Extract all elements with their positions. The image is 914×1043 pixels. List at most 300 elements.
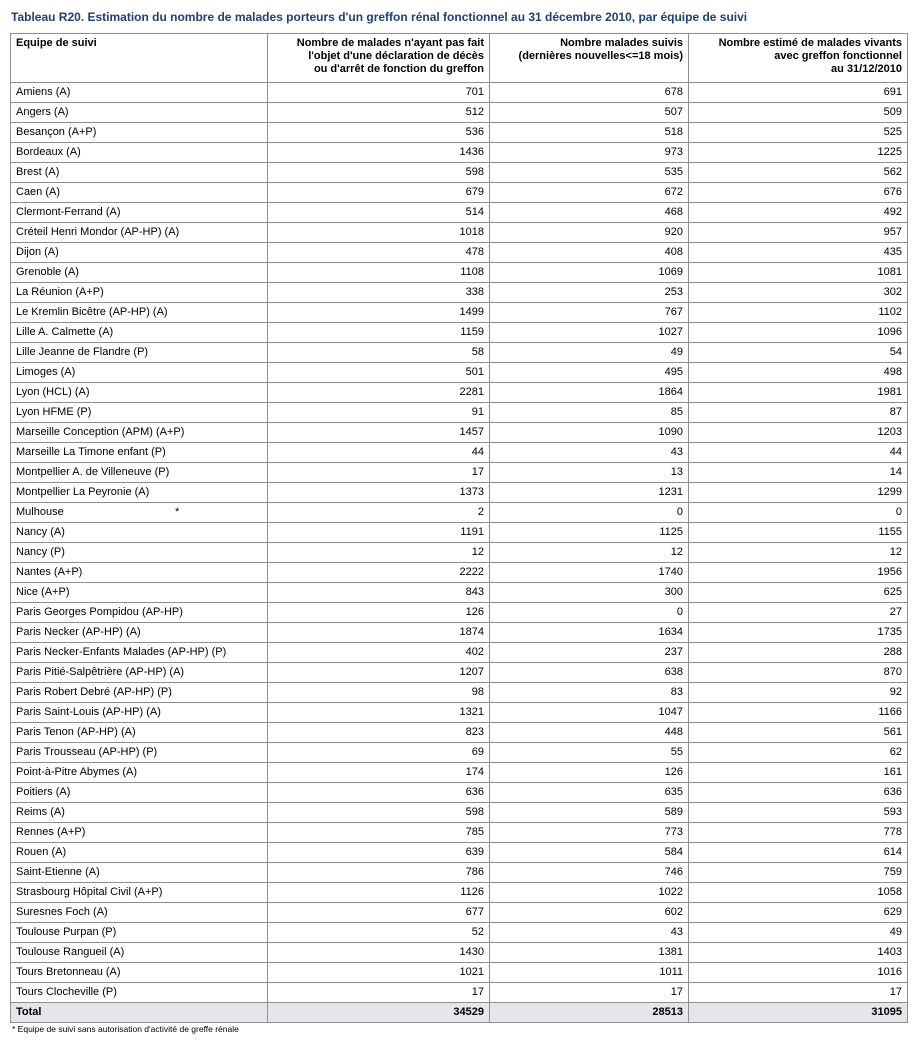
no-death-cell: 1191 [268,523,490,543]
team-name: Lille Jeanne de Flandre (P) [16,346,149,358]
table-row [11,183,908,203]
alive-cell: 1096 [689,323,908,343]
followed-cell: 300 [490,583,689,603]
table-row [11,743,908,763]
alive-cell: 614 [689,843,908,863]
no-death-cell: 44 [268,443,490,463]
table-body [11,83,908,1003]
followed-cell: 767 [490,303,689,323]
team-name: La Réunion (A+P) [16,286,104,298]
team-cell [11,803,268,823]
alive-cell: 54 [689,343,908,363]
team-name: Paris Tenon (AP-HP) (A) [16,726,136,738]
no-death-cell: 1018 [268,223,490,243]
table-row [11,343,908,363]
total-label: Total [11,1003,268,1023]
no-death-cell: 98 [268,683,490,703]
followed-cell: 1069 [490,263,689,283]
followed-cell: 448 [490,723,689,743]
no-death-cell: 12 [268,543,490,563]
team-name: Limoges (A) [16,366,76,378]
team-name: Le Kremlin Bicêtre (AP-HP) (A) [16,306,168,318]
team-cell [11,543,268,563]
team-name: Strasbourg Hôpital Civil (A+P) [16,886,163,898]
no-death-cell: 174 [268,763,490,783]
alive-cell: 593 [689,803,908,823]
team-cell [11,763,268,783]
team-name: Point-à-Pitre Abymes (A) [16,766,138,778]
table-row [11,623,908,643]
no-death-cell: 126 [268,603,490,623]
alive-cell: 870 [689,663,908,683]
followed-cell: 1125 [490,523,689,543]
team-cell [11,963,268,983]
no-death-cell: 91 [268,403,490,423]
followed-cell: 602 [490,903,689,923]
alive-cell: 302 [689,283,908,303]
followed-cell: 237 [490,643,689,663]
team-name: Montpellier La Peyronie (A) [16,486,150,498]
table-row [11,583,908,603]
team-cell [11,783,268,803]
team-cell [11,223,268,243]
no-death-cell: 1207 [268,663,490,683]
table-row [11,783,908,803]
alive-cell: 492 [689,203,908,223]
header-line: (dernières nouvelles<=18 mois) [518,50,683,62]
team-name: Nancy (A) [16,526,65,538]
table-row [11,963,908,983]
followed-cell: 1231 [490,483,689,503]
header-row [11,34,908,83]
team-cell [11,443,268,463]
alive-cell: 1166 [689,703,908,723]
alive-cell: 561 [689,723,908,743]
team-cell [11,183,268,203]
team-cell [11,463,268,483]
followed-cell: 83 [490,683,689,703]
alive-cell: 1081 [689,263,908,283]
no-death-cell: 843 [268,583,490,603]
no-death-cell: 1499 [268,303,490,323]
team-cell [11,283,268,303]
table-row [11,903,908,923]
alive-cell: 1058 [689,883,908,903]
team-name: Nantes (A+P) [16,566,83,578]
col-header-no-death [268,34,490,83]
team-name: Lyon (HCL) (A) [16,386,90,398]
team-cell [11,883,268,903]
team-cell [11,203,268,223]
table-row [11,443,908,463]
table-row [11,923,908,943]
alive-cell: 1956 [689,563,908,583]
team-cell [11,983,268,1003]
alive-cell: 1102 [689,303,908,323]
team-name: Marseille La Timone enfant (P) [16,446,166,458]
team-name: Montpellier A. de Villeneuve (P) [16,466,170,478]
no-death-cell: 512 [268,103,490,123]
header-line: Nombre malades suivis [560,37,683,49]
table-row [11,823,908,843]
table-row [11,263,908,283]
team-name: Paris Trousseau (AP-HP) (P) [16,746,158,758]
alive-cell: 17 [689,983,908,1003]
table-row [11,943,908,963]
alive-cell: 1981 [689,383,908,403]
no-death-cell: 514 [268,203,490,223]
team-name: Paris Necker (AP-HP) (A) [16,626,141,638]
followed-cell: 85 [490,403,689,423]
col-header-followed [490,34,689,83]
no-death-cell: 17 [268,983,490,1003]
header-line: Nombre estimé de malades vivants [718,37,902,49]
alive-cell: 161 [689,763,908,783]
followed-cell: 1027 [490,323,689,343]
alive-cell: 0 [689,503,908,523]
team-name: Marseille Conception (APM) (A+P) [16,426,185,438]
followed-cell: 746 [490,863,689,883]
alive-cell: 691 [689,83,908,103]
table-row [11,423,908,443]
no-death-cell: 501 [268,363,490,383]
no-death-cell: 1436 [268,143,490,163]
followed-cell: 0 [490,503,689,523]
table-row [11,463,908,483]
table-row [11,103,908,123]
team-cell [11,423,268,443]
followed-cell: 589 [490,803,689,823]
team-name: Poitiers (A) [16,786,71,798]
team-cell [11,703,268,723]
no-death-cell: 17 [268,463,490,483]
table-row [11,703,908,723]
table-row [11,523,908,543]
team-cell [11,843,268,863]
table-title: Tableau R20. Estimation du nombre de malades porteurs d'un greffon rénal fonctionnel au 31 décembre 2010, par équipe de suivi [11,10,748,24]
table-row [11,663,908,683]
team-cell [11,643,268,663]
table-row [11,303,908,323]
alive-cell: 759 [689,863,908,883]
followed-cell: 1090 [490,423,689,443]
team-cell [11,923,268,943]
no-death-cell: 58 [268,343,490,363]
team-cell [11,603,268,623]
data-table [10,33,908,1023]
team-cell [11,143,268,163]
table-row [11,123,908,143]
table-row [11,203,908,223]
team-name: Nice (A+P) [16,586,70,598]
table-row [11,643,908,663]
table-row [11,563,908,583]
table-row [11,363,908,383]
col-header-team [11,34,268,83]
team-name: Saint-Etienne (A) [16,866,100,878]
alive-cell: 629 [689,903,908,923]
team-name: Lille A. Calmette (A) [16,326,114,338]
header-line: au 31/12/2010 [831,63,902,75]
team-name: Nancy (P) [16,546,65,558]
team-name: Créteil Henri Mondor (AP-HP) (A) [16,226,180,238]
followed-cell: 1022 [490,883,689,903]
team-cell [11,383,268,403]
followed-cell: 17 [490,983,689,1003]
team-cell [11,483,268,503]
team-cell [11,163,268,183]
team-cell [11,243,268,263]
no-death-cell: 536 [268,123,490,143]
team-cell [11,403,268,423]
team-name: Toulouse Purpan (P) [16,926,117,938]
table-row [11,803,908,823]
team-name: Suresnes Foch (A) [16,906,108,918]
footnote: * Equipe de suivi sans autorisation d'activité de greffe rénale [12,1024,239,1034]
followed-cell: 13 [490,463,689,483]
team-name: Clermont-Ferrand (A) [16,206,121,218]
no-death-cell: 2281 [268,383,490,403]
team-name: Mulhouse [16,506,64,518]
no-death-cell: 785 [268,823,490,843]
team-cell [11,523,268,543]
header-line: Nombre de malades n'ayant pas fait [296,37,484,49]
followed-cell: 635 [490,783,689,803]
table-row [11,863,908,883]
table-row [11,883,908,903]
alive-cell: 1155 [689,523,908,543]
team-cell [11,263,268,283]
no-death-cell: 478 [268,243,490,263]
followed-cell: 535 [490,163,689,183]
no-death-cell: 679 [268,183,490,203]
header-line: Equipe de suivi [16,37,97,49]
alive-cell: 87 [689,403,908,423]
no-death-cell: 402 [268,643,490,663]
alive-cell: 435 [689,243,908,263]
followed-cell: 495 [490,363,689,383]
team-name: Paris Pitié-Salpêtrière (AP-HP) (A) [16,666,185,678]
alive-cell: 27 [689,603,908,623]
team-name: Reims (A) [16,806,65,818]
table-row [11,763,908,783]
team-cell [11,123,268,143]
table-row [11,223,908,243]
alive-cell: 957 [689,223,908,243]
team-cell [11,83,268,103]
team-name: Amiens (A) [16,86,71,98]
alive-cell: 12 [689,543,908,563]
team-cell [11,663,268,683]
table-row [11,723,908,743]
no-death-cell: 1457 [268,423,490,443]
col-header-alive [689,34,908,83]
followed-cell: 408 [490,243,689,263]
followed-cell: 507 [490,103,689,123]
followed-cell: 973 [490,143,689,163]
no-death-cell: 1108 [268,263,490,283]
alive-cell: 92 [689,683,908,703]
team-name: Brest (A) [16,166,60,178]
table-row [11,323,908,343]
followed-cell: 43 [490,443,689,463]
table-row [11,843,908,863]
followed-cell: 773 [490,823,689,843]
team-cell [11,103,268,123]
table-row [11,403,908,423]
team-name: Lyon HFME (P) [16,406,92,418]
table-row [11,543,908,563]
no-death-cell: 1874 [268,623,490,643]
table-row [11,143,908,163]
team-cell [11,363,268,383]
team-cell [11,743,268,763]
alive-cell: 498 [689,363,908,383]
followed-cell: 43 [490,923,689,943]
no-death-cell: 1159 [268,323,490,343]
table-row [11,163,908,183]
total-followed: 28513 [490,1003,689,1023]
table-row [11,503,908,523]
no-death-cell: 598 [268,163,490,183]
team-cell [11,723,268,743]
team-name: Paris Georges Pompidou (AP-HP) [16,606,183,618]
no-death-cell: 69 [268,743,490,763]
followed-cell: 468 [490,203,689,223]
alive-cell: 636 [689,783,908,803]
total-row [11,1003,908,1023]
team-name: Caen (A) [16,186,61,198]
no-death-cell: 1430 [268,943,490,963]
alive-cell: 14 [689,463,908,483]
followed-cell: 1047 [490,703,689,723]
table-row [11,983,908,1003]
followed-cell: 1864 [490,383,689,403]
no-death-cell: 1126 [268,883,490,903]
table-row [11,683,908,703]
total-alive: 31095 [689,1003,908,1023]
team-name: Dijon (A) [16,246,59,258]
team-cell [11,943,268,963]
team-cell [11,583,268,603]
no-death-cell: 639 [268,843,490,863]
team-cell [11,503,268,523]
followed-cell: 1011 [490,963,689,983]
alive-cell: 1203 [689,423,908,443]
followed-cell: 1740 [490,563,689,583]
no-death-cell: 1021 [268,963,490,983]
no-death-cell: 823 [268,723,490,743]
team-name: Bordeaux (A) [16,146,81,158]
followed-cell: 12 [490,543,689,563]
team-cell [11,303,268,323]
no-death-cell: 677 [268,903,490,923]
team-name: Paris Necker-Enfants Malades (AP-HP) (P) [16,646,227,658]
table-row [11,603,908,623]
alive-cell: 62 [689,743,908,763]
followed-cell: 1634 [490,623,689,643]
team-cell [11,343,268,363]
alive-cell: 288 [689,643,908,663]
alive-cell: 562 [689,163,908,183]
table-row [11,83,908,103]
team-cell [11,683,268,703]
team-name: Grenoble (A) [16,266,79,278]
no-death-cell: 636 [268,783,490,803]
no-death-cell: 2 [268,503,490,523]
alive-cell: 676 [689,183,908,203]
followed-cell: 920 [490,223,689,243]
header-line: l'objet d'une déclaration de décès [308,50,484,62]
no-death-cell: 2222 [268,563,490,583]
no-death-cell: 786 [268,863,490,883]
header-line: avec greffon fonctionnel [774,50,902,62]
team-name: Rouen (A) [16,846,67,858]
alive-cell: 509 [689,103,908,123]
followed-cell: 49 [490,343,689,363]
followed-cell: 518 [490,123,689,143]
table-row [11,243,908,263]
team-name: Rennes (A+P) [16,826,86,838]
alive-cell: 49 [689,923,908,943]
team-cell [11,323,268,343]
table-row [11,483,908,503]
alive-cell: 1016 [689,963,908,983]
team-cell [11,623,268,643]
alive-cell: 525 [689,123,908,143]
followed-cell: 0 [490,603,689,623]
team-cell [11,863,268,883]
team-name: Paris Saint-Louis (AP-HP) (A) [16,706,161,718]
no-death-cell: 1373 [268,483,490,503]
total-no-death: 34529 [268,1003,490,1023]
team-name: Besançon (A+P) [16,126,97,138]
followed-cell: 253 [490,283,689,303]
team-name: Angers (A) [16,106,69,118]
team-name: Toulouse Rangueil (A) [16,946,125,958]
followed-cell: 584 [490,843,689,863]
footnote-marker: * [175,506,180,518]
alive-cell: 1403 [689,943,908,963]
followed-cell: 672 [490,183,689,203]
no-death-cell: 1321 [268,703,490,723]
followed-cell: 126 [490,763,689,783]
followed-cell: 678 [490,83,689,103]
team-cell [11,563,268,583]
alive-cell: 44 [689,443,908,463]
alive-cell: 778 [689,823,908,843]
table-row [11,283,908,303]
followed-cell: 55 [490,743,689,763]
alive-cell: 625 [689,583,908,603]
followed-cell: 1381 [490,943,689,963]
no-death-cell: 598 [268,803,490,823]
header-line: ou d'arrêt de fonction du greffon [313,63,484,75]
team-name: Tours Clocheville (P) [16,986,117,998]
alive-cell: 1735 [689,623,908,643]
alive-cell: 1225 [689,143,908,163]
followed-cell: 638 [490,663,689,683]
team-cell [11,823,268,843]
team-name: Tours Bretonneau (A) [16,966,121,978]
no-death-cell: 52 [268,923,490,943]
team-cell [11,903,268,923]
team-name: Paris Robert Debré (AP-HP) (P) [16,686,172,698]
alive-cell: 1299 [689,483,908,503]
no-death-cell: 701 [268,83,490,103]
no-death-cell: 338 [268,283,490,303]
table-row [11,383,908,403]
